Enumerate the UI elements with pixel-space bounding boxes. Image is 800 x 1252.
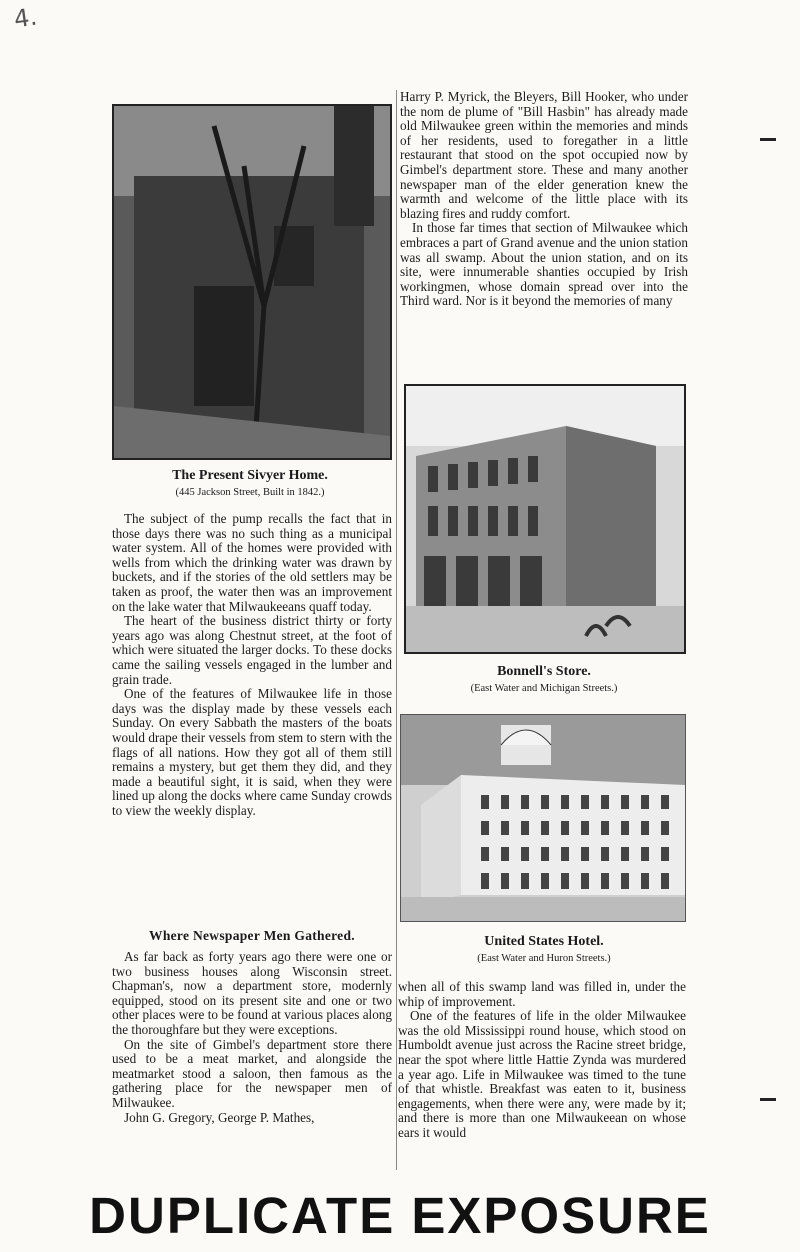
us-hotel-subtitle: (East Water and Huron Streets.) — [477, 953, 611, 964]
us-hotel-photo — [400, 714, 686, 922]
paragraph: The subject of the pump recalls the fact that in those days there was no such thing as a municipal water system. All of the homes were provided with wells from which the drinking water was drawn by buckets, and if the stories of the old settlers may be taken as proof, the water then was an improvement on the lake water that Milwaukeeans quaff today. — [112, 511, 392, 614]
paragraph: John G. Gregory, George P. Mathes, — [124, 1109, 315, 1125]
left-column-top — [112, 512, 392, 818]
duplicate-exposure-stamp: DUPLICATE EXPOSURE — [89, 1187, 711, 1244]
right-column-top — [400, 90, 688, 309]
sivyer-home-subtitle: (445 Jackson Street, Built in 1842.) — [175, 487, 325, 498]
paragraph: On the site of Gimbel's department store there used to be a meat market, and alongside the meatmarket stood a saloon, then famous as the gathering place for the newspaper men of Milwaukee. — [112, 1036, 392, 1110]
bonnell-store-title: Bonnell's Store. — [497, 664, 591, 679]
us-hotel-caption — [400, 934, 688, 964]
paragraph: One of the features of Milwaukee life in those days was the display made by these vessels each Sunday. On every Sabbath the masters of the boats would drape their vessels from stem to stern with the flags of all nations. How they got all of them still remains a mystery, but get them they did, and they made a beautiful sight, it is said, when they were lined up along the docks where came Sunday crowds to view the weekly display. — [112, 686, 392, 818]
us-hotel-title: United States Hotel. — [484, 934, 604, 949]
paragraph: As far back as forty years ago there were one or two business houses along Wisconsin street. Chapman's, now a department store, modernly equipped, stood on its present site and one or two other places were to be found at various places along the thoroughfare but they were exceptions. — [112, 949, 392, 1037]
right-column-bottom — [398, 980, 686, 1141]
bonnell-store-subtitle: (East Water and Michigan Streets.) — [470, 683, 618, 694]
paragraph: The heart of the business district thirty or forty years ago was along Chestnut street, at the foot of which were situated the larger docks. To these docks came the sailing vessels engaged in the lumber and grain trade. — [112, 613, 392, 687]
section-subhead: Where Newspaper Men Gathered. — [149, 928, 355, 943]
paragraph: In those far times that section of Milwaukee which embraces a part of Grand avenue and the union station was all swamp. About the union station, and on its site, were innumerable shanties occupied by Irish workingmen, whose domain spread over into the Third ward. Nor is it beyond the memories of many — [400, 220, 688, 309]
paragraph: Harry P. Myrick, the Bleyers, Bill Hooker, who under the nom de plume of "Bill Hasbin" has already made old Milwaukee green within the memories and minds of her residents, used to foregather in a little restaurant that stood on the spot occupied now by Gimbel's department store. These and many another newspaper man of the elder generation knew the warmth and welcome of the little place with its blazing fires and ruddy comfort. — [400, 89, 688, 221]
bonnell-store-photo — [404, 384, 686, 654]
sivyer-home-photo — [112, 104, 392, 460]
sivyer-home-title: The Present Sivyer Home. — [172, 468, 328, 483]
paragraph: One of the features of life in the older Milwaukee was the old Mississippi round house, which stood on Humboldt avenue just across the Racine street bridge, near the spot where little Hattie Zynda was murdered a year ago. Life in Milwaukee was timed to the tune of that whistle. Breakfast was eaten to it, business engagements, when there were any, were made by it; and there is more than one Milwaukeean on whose ears it would — [398, 1008, 686, 1140]
bonnell-store-caption — [400, 664, 688, 694]
sivyer-home-caption — [112, 468, 388, 498]
left-column-bottom — [112, 950, 392, 1125]
page-number: 4. — [12, 2, 39, 34]
paragraph: when all of this swamp land was filled in, under the whip of improvement. — [398, 979, 686, 1009]
